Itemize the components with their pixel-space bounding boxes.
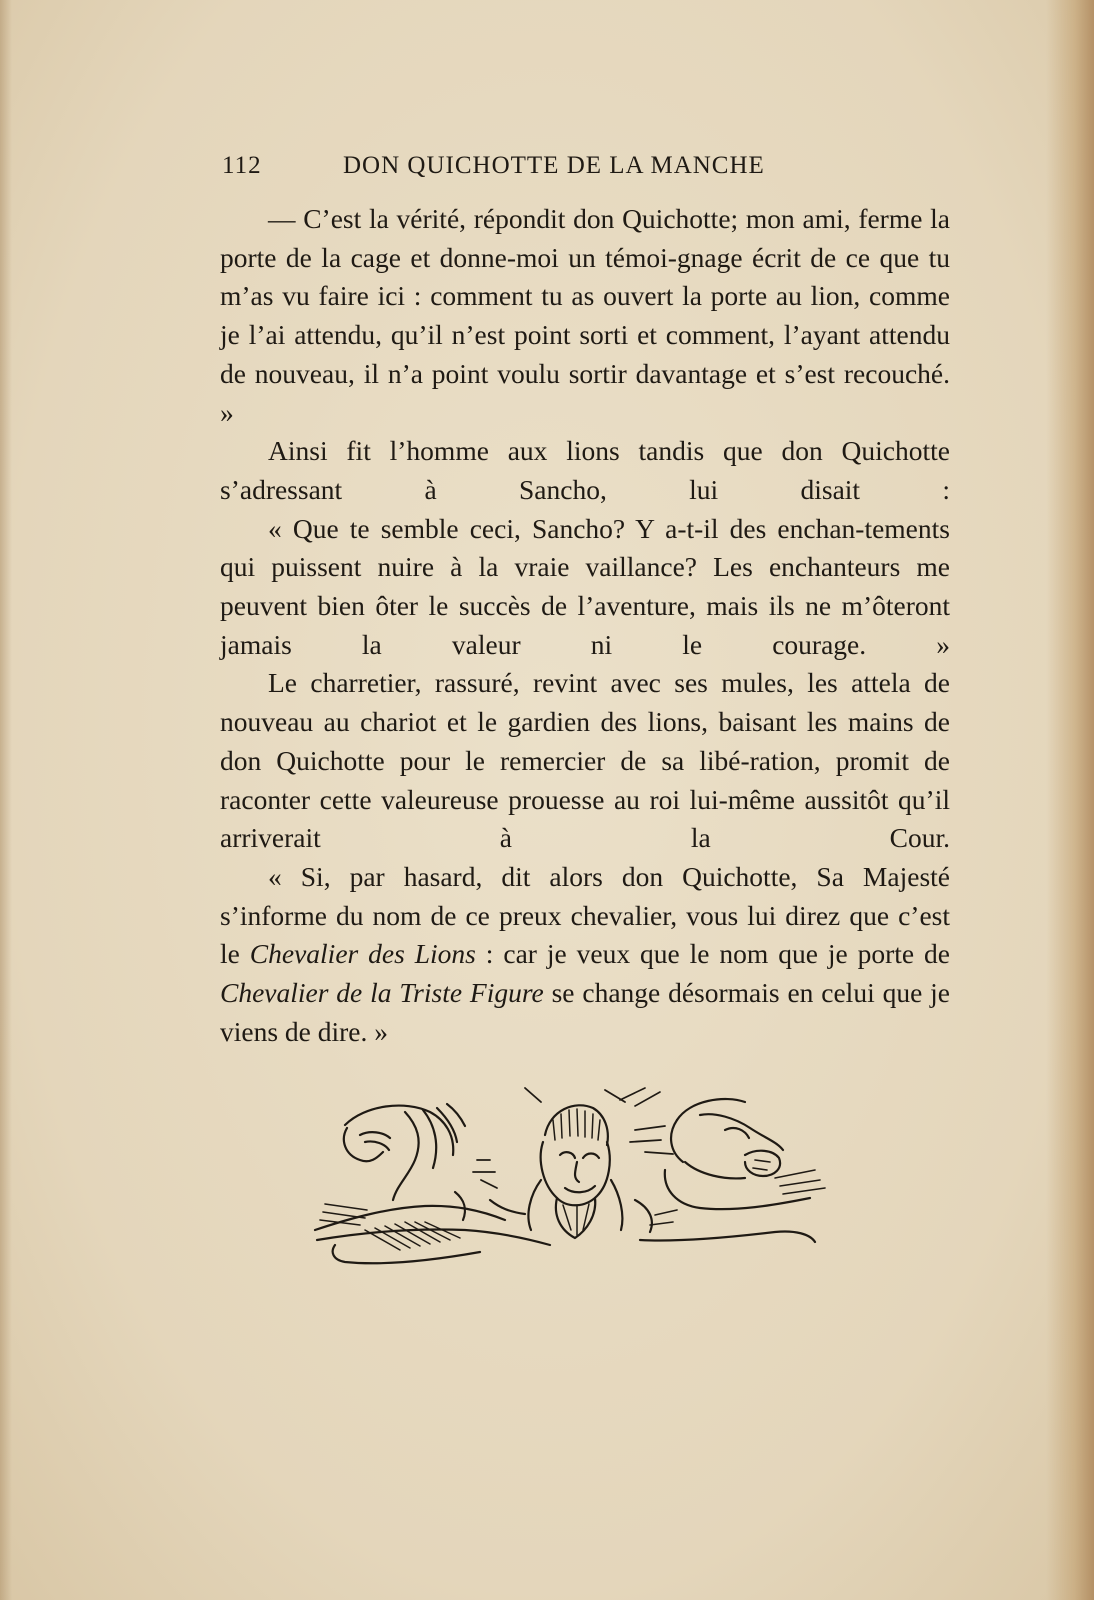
running-title: DON QUICHOTTE DE LA MANCHE: [343, 152, 765, 179]
lions-vignette-illustration: [305, 1080, 845, 1280]
body-text: [220, 200, 950, 1051]
page-edge-left: [0, 0, 12, 1600]
paragraph: « Que te semble ceci, Sancho? Y a-t-il des enchan-tements qui puissent nuire à la vraie vaillance? Les enchanteurs me peuvent bien ôter le succès de l’aventure, mais ils ne m’ôteront jamais la valeur ni le courage. »: [220, 512, 950, 660]
text-run: : car je veux que le nom que je porte de: [475, 938, 950, 970]
paragraph-last: [220, 858, 950, 1052]
paragraph: Le charretier, rassuré, revint avec ses mules, les attela de nouveau au chariot et le gardien des lions, baisant les mains de don Quichotte pour le remercier de sa libé-ration, promit de raconter cette valeureuse prouesse au roi lui-même aussitôt qu’il arriverait à la Cour.: [220, 667, 950, 854]
paragraph: — C’est la vérité, répondit don Quichotte; mon ami, ferme la porte de la cage et donne-moi un témoi-gnage écrit de ce que tu m’as vu faire ici : comment tu as ouvert la porte au lion, comme je l’ai attendu, qu’il n’est point sorti et comment, l’ayant attendu de nouveau, il n’a point voulu sortir davantage et s’est recouché. »: [220, 203, 950, 428]
page-edge-right: [1046, 0, 1094, 1600]
paragraph: Ainsi fit l’homme aux lions tandis que don Quichotte s’adressant à Sancho, lui disait :: [220, 435, 950, 505]
left-lion-drawing: [315, 1104, 550, 1263]
page-number: 112: [222, 152, 262, 179]
italic-title-triste-figure: Chevalier de la Triste Figure: [220, 977, 544, 1009]
text-run: se change désormais en celui que je viens de dire. »: [220, 977, 950, 1047]
text-run: « Si, par hasard, dit alors don Quichotte, Sa Majesté s’informe du nom de ce preux chevalier, vous lui direz que c’est le: [220, 860, 950, 970]
italic-title-lions: Chevalier des Lions: [249, 938, 476, 970]
right-lion-drawing: [620, 1088, 825, 1242]
don-quixote-head-drawing: [525, 1088, 625, 1238]
running-head: [222, 152, 842, 188]
